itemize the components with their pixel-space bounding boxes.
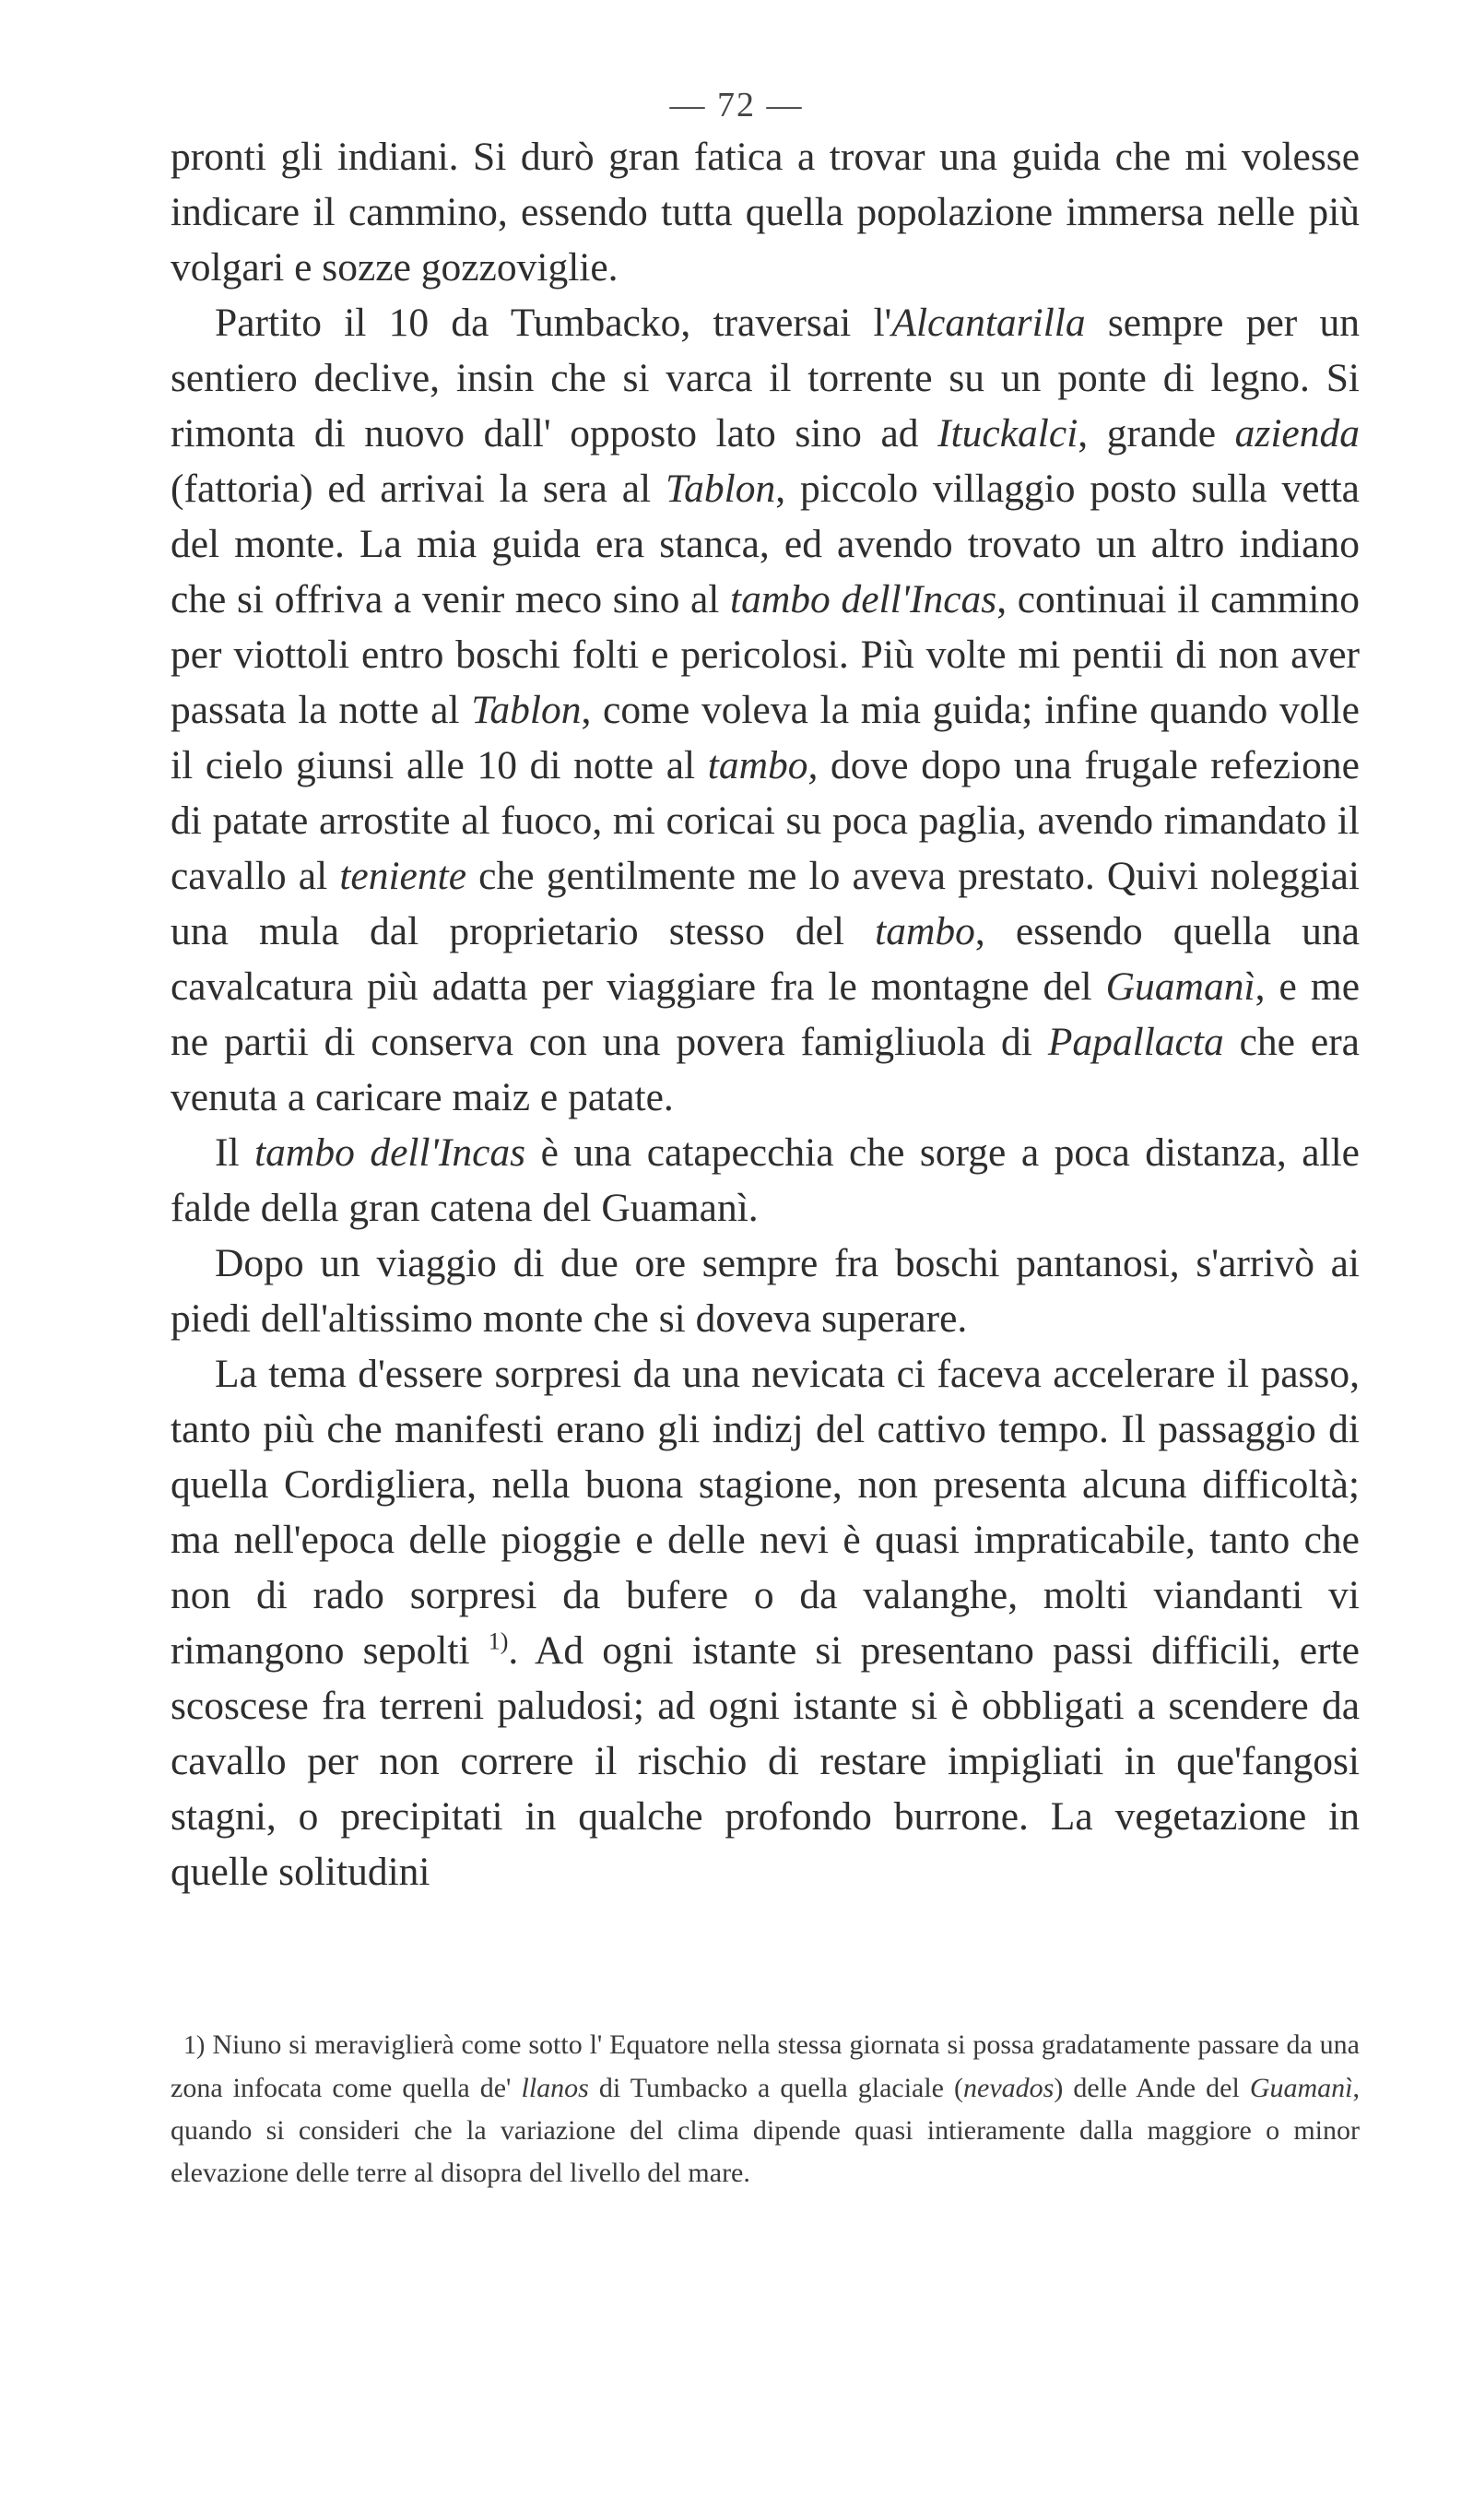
text-run: che era venuta a caricare maiz e patate. [171,1020,1360,1119]
footnote-text [171,2029,1360,2188]
italic-term: Ituckalci [937,411,1078,455]
text-run: dove dopo una frugale refezione di patate arrostite al fuoco, mi coricai su poca paglia, avendo rimandato il cavallo al [171,743,1360,898]
text-run: che gentilmente me lo aveva prestato. Quivi noleggiai una mula dal proprietario stesso del [171,854,1360,953]
main-text [171,129,1360,1899]
page-number: — 72 — [669,86,804,124]
text-run: Il [215,1130,255,1175]
italic-term: tambo, [707,743,819,787]
text-run: . Ad ogni istante si presentano passi difficili, erte scoscese fra terreni paludosi; ad ogni istante si è obbligati a scendere da cavallo per non correre il rischio di restare impigliati in que'fangosi stagni, o precipitati in qualche profondo burrone. La vegetazione in quelle solitudini [171,1628,1360,1894]
italic-term: Alcantarilla [891,301,1086,345]
text-run: Niuno si meraviglierà come sotto l' Equatore nella stessa giornata si possa gradatamente passare da una zona infocata come quella de' [171,2029,1360,2103]
text-run: ) delle Ande del [1054,2073,1250,2103]
footnote-paragraph [171,2024,1360,2195]
text-run: , continuai il cammino per viottoli entro boschi folti e pericolosi. Più volte mi pentii di non aver passata la notte al [171,577,1360,732]
italic-term: tambo [875,909,975,953]
italic-term: Guamanì [1249,2073,1353,2103]
italic-term: nevados [963,2073,1055,2103]
italic-term: Guamanì [1105,964,1255,1009]
italic-term: Papallacta [1047,1020,1224,1064]
footnote-reference: 1) [488,1627,509,1655]
text-run: , grande [1078,411,1235,455]
italic-term: teniente [339,854,467,898]
text-run: (fattoria) ed arrivai la sera al [171,467,666,511]
text-run: Dopo un viaggio di due ore sempre fra boschi pantanosi, s'arrivò ai piedi dell'altissimo monte che si doveva superare. [171,1241,1360,1341]
text-run: , e me ne partii di conserva con una povera famigliuola di [171,964,1360,1064]
paragraph [171,295,1360,1125]
text-run: sempre per un sentiero declive, insin che si varca il torrente su un ponte di legno. Si rimonta di nuovo dall' opposto lato sino ad [171,301,1360,455]
text-run: è una catapecchia che sorge a poca distanza, alle falde della gran catena del Guamanì. [171,1130,1360,1230]
italic-term: tambo dell'Incas [730,577,997,621]
footnote [171,2024,1360,2195]
text-run: , come voleva la mia guida; infine quando volle il cielo giunsi alle 10 di notte al [171,688,1360,787]
text-run: , essendo quella una cavalcatura più adatta per viaggiare fra le montagne del [171,909,1360,1009]
text-run: di Tumbacko a quella glaciale ( [588,2073,964,2103]
italic-term: llanos [521,2073,589,2103]
footnote-marker: 1) [183,2031,206,2060]
paragraph [171,1125,1360,1236]
italic-term: tambo dell'Incas [254,1130,526,1175]
italic-term: Tablon [471,688,582,732]
text-run: La tema d'essere sorpresi da una nevicata ci faceva accelerare il passo, tanto più che manifesti erano gli indizj del cattivo tempo. Il passaggio di quella Cordigliera, nella buona stagione, non presenta alcuna difficoltà; ma nell'epoca delle pioggie e delle nevi è quasi impraticabile, tanto che non di rado sorpresi da bufere o da valanghe, molti viandanti vi rimangono sepolti [171,1352,1360,1673]
italic-term: Tablon [665,467,776,511]
text-run: pronti gli indiani. Si durò gran fatica a trovar una guida che mi volesse indicare il cammino, essendo tutta quella popolazione immersa nelle più volgari e sozze gozzoviglie. [171,135,1360,290]
text-run: Partito il 10 da Tumbacko, traversai l' [215,301,892,345]
text-run: , piccolo villaggio posto sulla vetta del monte. La mia guida era stanca, ed avendo trovato un altro indiano che si offriva a venir meco sino al [171,467,1360,621]
text-run: , quando si consideri che la variazione del clima dipende quasi intieramente dalla maggiore o minor elevazione delle terre al disopra del livello del mare. [171,2073,1360,2188]
paragraph [171,1346,1360,1899]
italic-term: azienda [1234,411,1360,455]
paragraph [171,129,1360,295]
paragraph [171,1236,1360,1346]
